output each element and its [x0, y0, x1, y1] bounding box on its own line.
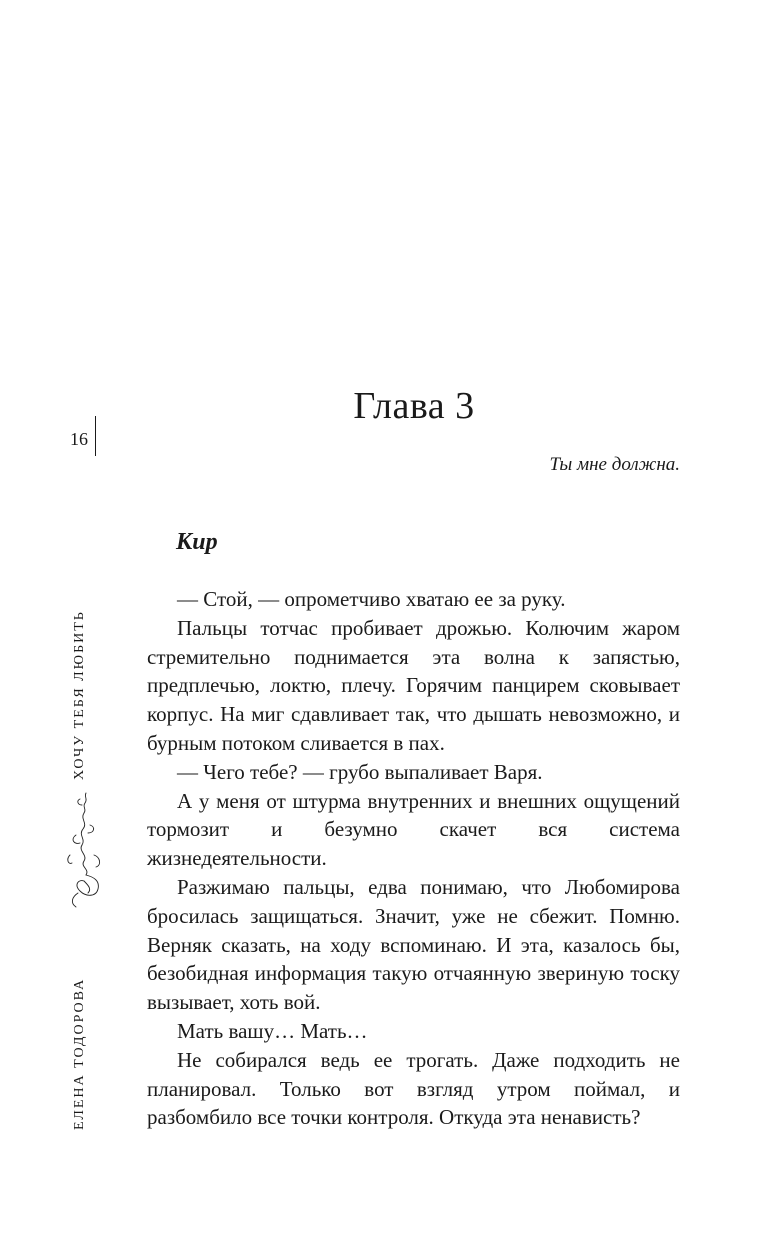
running-head-book-title: ХОЧУ ТЕБЯ ЛЮБИТЬ: [72, 610, 87, 780]
paragraph: А у меня от штурма внутренних и внешних ощущений тормозит и безумно скачет вся система жизнедеятельности.: [147, 788, 680, 871]
paragraph: Пальцы тотчас пробивает дрожью. Колючим жаром стремительно поднимается эта волна к запястью, предплечью, локтю, плечу. Горячим панцирем сковывает корпус. На миг сдавливает так, что дышать невозможно, и бурным потоком сливается в пах.: [147, 615, 680, 755]
paragraph: Разжимаю пальцы, едва понимаю, что Любомирова бросилась защищаться. Значит, уже не сбежит. Помню. Верняк сказать, на ходу вспоминаю. И эта, казалось бы, безобидная информация такую отчаянную звериную тоску вызывает, хоть вой.: [147, 874, 680, 1015]
page-number: 16: [70, 429, 88, 449]
pov-heading: Кир: [176, 529, 218, 555]
paragraph: — Стой, — опрометчиво хватаю ее за руку.: [177, 587, 566, 611]
chapter-title: Глава 3: [353, 385, 475, 427]
body-text: [147, 585, 680, 1132]
paragraph: — Чего тебе? — грубо выпаливает Варя.: [177, 759, 543, 784]
epigraph: Ты мне должна.: [549, 454, 680, 475]
running-head-author: ЕЛЕНА ТОДОРОВА: [72, 977, 87, 1130]
paragraph: Мать вашу… Мать…: [177, 1018, 368, 1043]
running-head-spine: [60, 560, 108, 1140]
rose-line-drawing-icon: [60, 785, 108, 915]
paragraph: Не собирался ведь ее трогать. Даже подходить не планировал. Только вот взгляд утром поймал, и разбомбило все точки контроля. Откуда эта ненависть?: [147, 1047, 680, 1130]
